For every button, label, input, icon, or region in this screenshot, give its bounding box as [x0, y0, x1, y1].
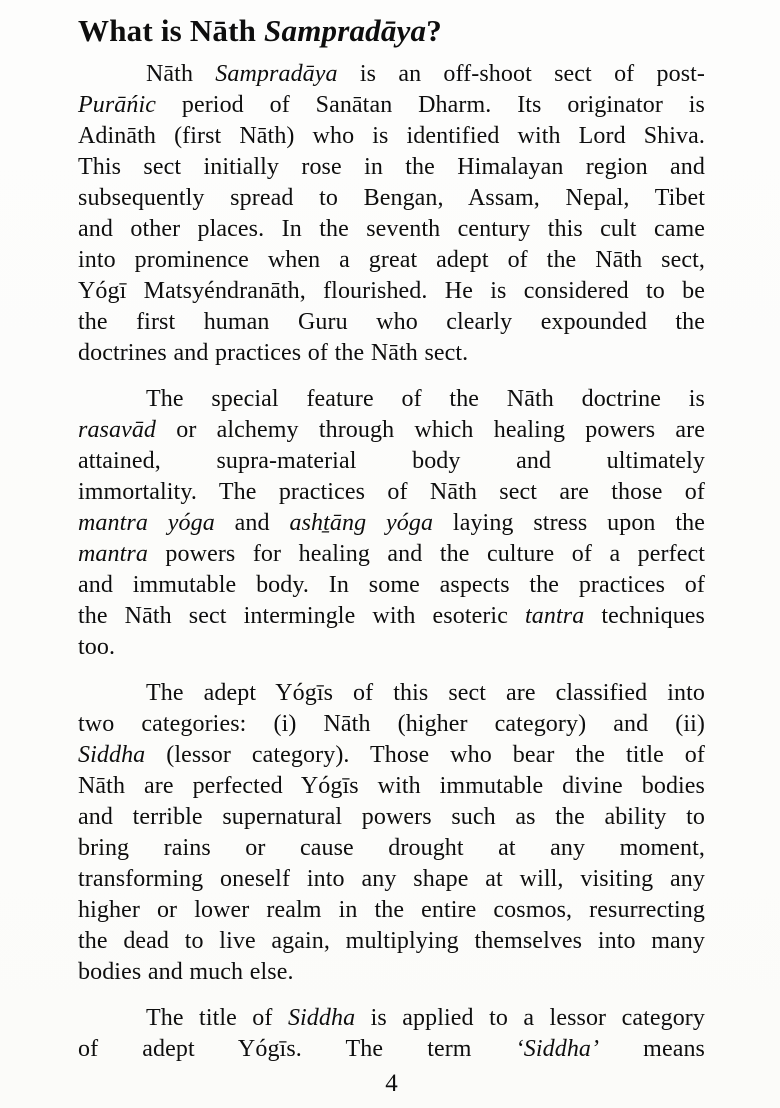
text-segment: (lessor category). Those who bear the title of: [145, 742, 705, 768]
text-segment: and immutable body. In some aspects the practices of: [78, 572, 705, 598]
text-segment: transforming oneself into any shape at will, visiting any: [78, 866, 705, 892]
text-line: [78, 802, 705, 833]
text-line: [78, 415, 705, 446]
text-segment: two categories: (i) Nāth (higher category) and (ii): [78, 711, 705, 737]
text-segment: bring rains or cause drought at any moment,: [78, 835, 705, 861]
text-segment: Nāth: [146, 61, 216, 87]
text-line: [78, 926, 705, 957]
text-line: [78, 121, 705, 152]
italic-text-segment: Sampradāya: [215, 61, 338, 87]
text-line: [78, 214, 705, 245]
text-line: [78, 895, 705, 926]
italic-text-segment: Siddha: [78, 742, 146, 768]
text-segment: period of Sanātan Dharm. Its originator is: [156, 92, 705, 118]
text-segment: is an off-shoot sect of post-: [337, 61, 705, 87]
italic-text-segment: mantra yóga: [78, 510, 215, 536]
text-segment: the dead to live again, multiplying themselves into many: [78, 928, 705, 954]
text-line: [78, 678, 705, 709]
text-segment: ?: [426, 13, 442, 48]
page-number: 4: [385, 1070, 398, 1097]
text-line: [78, 338, 705, 369]
text-line: [78, 771, 705, 802]
text-segment: too.: [78, 634, 116, 660]
text-segment: into prominence when a great adept of the Nāth sect,: [78, 247, 705, 273]
text-segment: powers for healing and the culture of a perfect: [147, 541, 705, 567]
text-segment: of adept Yógīs. The term: [78, 1036, 516, 1062]
italic-text-segment: ashṯāng yóga: [289, 510, 434, 536]
text-segment: attained, supra-material body and ultimately: [78, 448, 705, 474]
italic-text-segment: tantra: [525, 603, 585, 629]
body-text: [78, 59, 705, 1065]
text-line: [78, 740, 705, 771]
italic-text-segment: ‘Siddha’: [515, 1036, 600, 1062]
paragraph: [78, 384, 705, 663]
text-segment: bodies and much else.: [78, 959, 294, 985]
text-segment: The special feature of the Nāth doctrine is: [146, 386, 705, 412]
text-segment: higher or lower realm in the entire cosmos, resurrecting: [78, 897, 705, 923]
text-line: [78, 183, 705, 214]
paragraph: [78, 678, 705, 988]
text-segment: the first human Guru who clearly expounded the: [78, 309, 705, 335]
text-segment: subsequently spread to Bengan, Assam, Nepal, Tibet: [78, 185, 705, 211]
text-segment: This sect initially rose in the Himalayan region and: [78, 154, 705, 180]
text-line: [78, 1034, 705, 1065]
text-line: [78, 245, 705, 276]
text-segment: techniques: [584, 603, 705, 629]
page-content: [78, 12, 705, 1065]
text-segment: Yógī Matsyéndranāth, flourished. He is considered to be: [78, 278, 705, 304]
text-segment: and terrible supernatural powers such as the ability to: [78, 804, 705, 830]
italic-text-segment: rasavād: [78, 417, 157, 443]
text-segment: What is Nāth: [78, 13, 265, 48]
text-segment: Adināth (first Nāth) who is identified with Lord Shiva.: [78, 123, 705, 149]
text-line: [78, 570, 705, 601]
text-line: [78, 833, 705, 864]
text-line: [78, 59, 705, 90]
text-segment: Nāth are perfected Yógīs with immutable divine bodies: [78, 773, 705, 799]
text-line: [78, 276, 705, 307]
text-segment: the Nāth sect intermingle with esoteric: [78, 603, 526, 629]
text-segment: The title of: [146, 1005, 288, 1031]
text-line: [78, 384, 705, 415]
italic-text-segment: Sampradāya: [264, 13, 427, 48]
text-line: [78, 632, 705, 663]
text-line: [78, 152, 705, 183]
text-line: [78, 90, 705, 121]
text-segment: immortality. The practices of Nāth sect are those of: [78, 479, 705, 505]
text-line: [78, 539, 705, 570]
text-line: [78, 307, 705, 338]
text-line: [78, 864, 705, 895]
text-segment: or alchemy through which healing powers are: [156, 417, 705, 443]
text-line: [78, 957, 705, 988]
text-segment: doctrines and practices of the Nāth sect.: [78, 340, 469, 366]
text-line: [78, 601, 705, 632]
text-segment: The adept Yógīs of this sect are classified into: [146, 680, 705, 706]
paragraph: [78, 59, 705, 369]
text-segment: and other places. In the seventh century this cult came: [78, 216, 705, 242]
text-segment: and: [214, 510, 290, 536]
paragraph: [78, 1003, 705, 1065]
text-line: [78, 1003, 705, 1034]
text-line: [78, 446, 705, 477]
italic-text-segment: mantra: [78, 541, 148, 567]
text-segment: laying stress upon the: [433, 510, 705, 536]
italic-text-segment: Purāńic: [78, 92, 157, 118]
text-segment: is applied to a lessor category: [355, 1005, 705, 1031]
text-line: [78, 508, 705, 539]
text-segment: means: [599, 1036, 705, 1062]
text-line: [78, 477, 705, 508]
italic-text-segment: Siddha: [287, 1005, 356, 1031]
page-heading: [78, 12, 705, 50]
text-line: [78, 709, 705, 740]
